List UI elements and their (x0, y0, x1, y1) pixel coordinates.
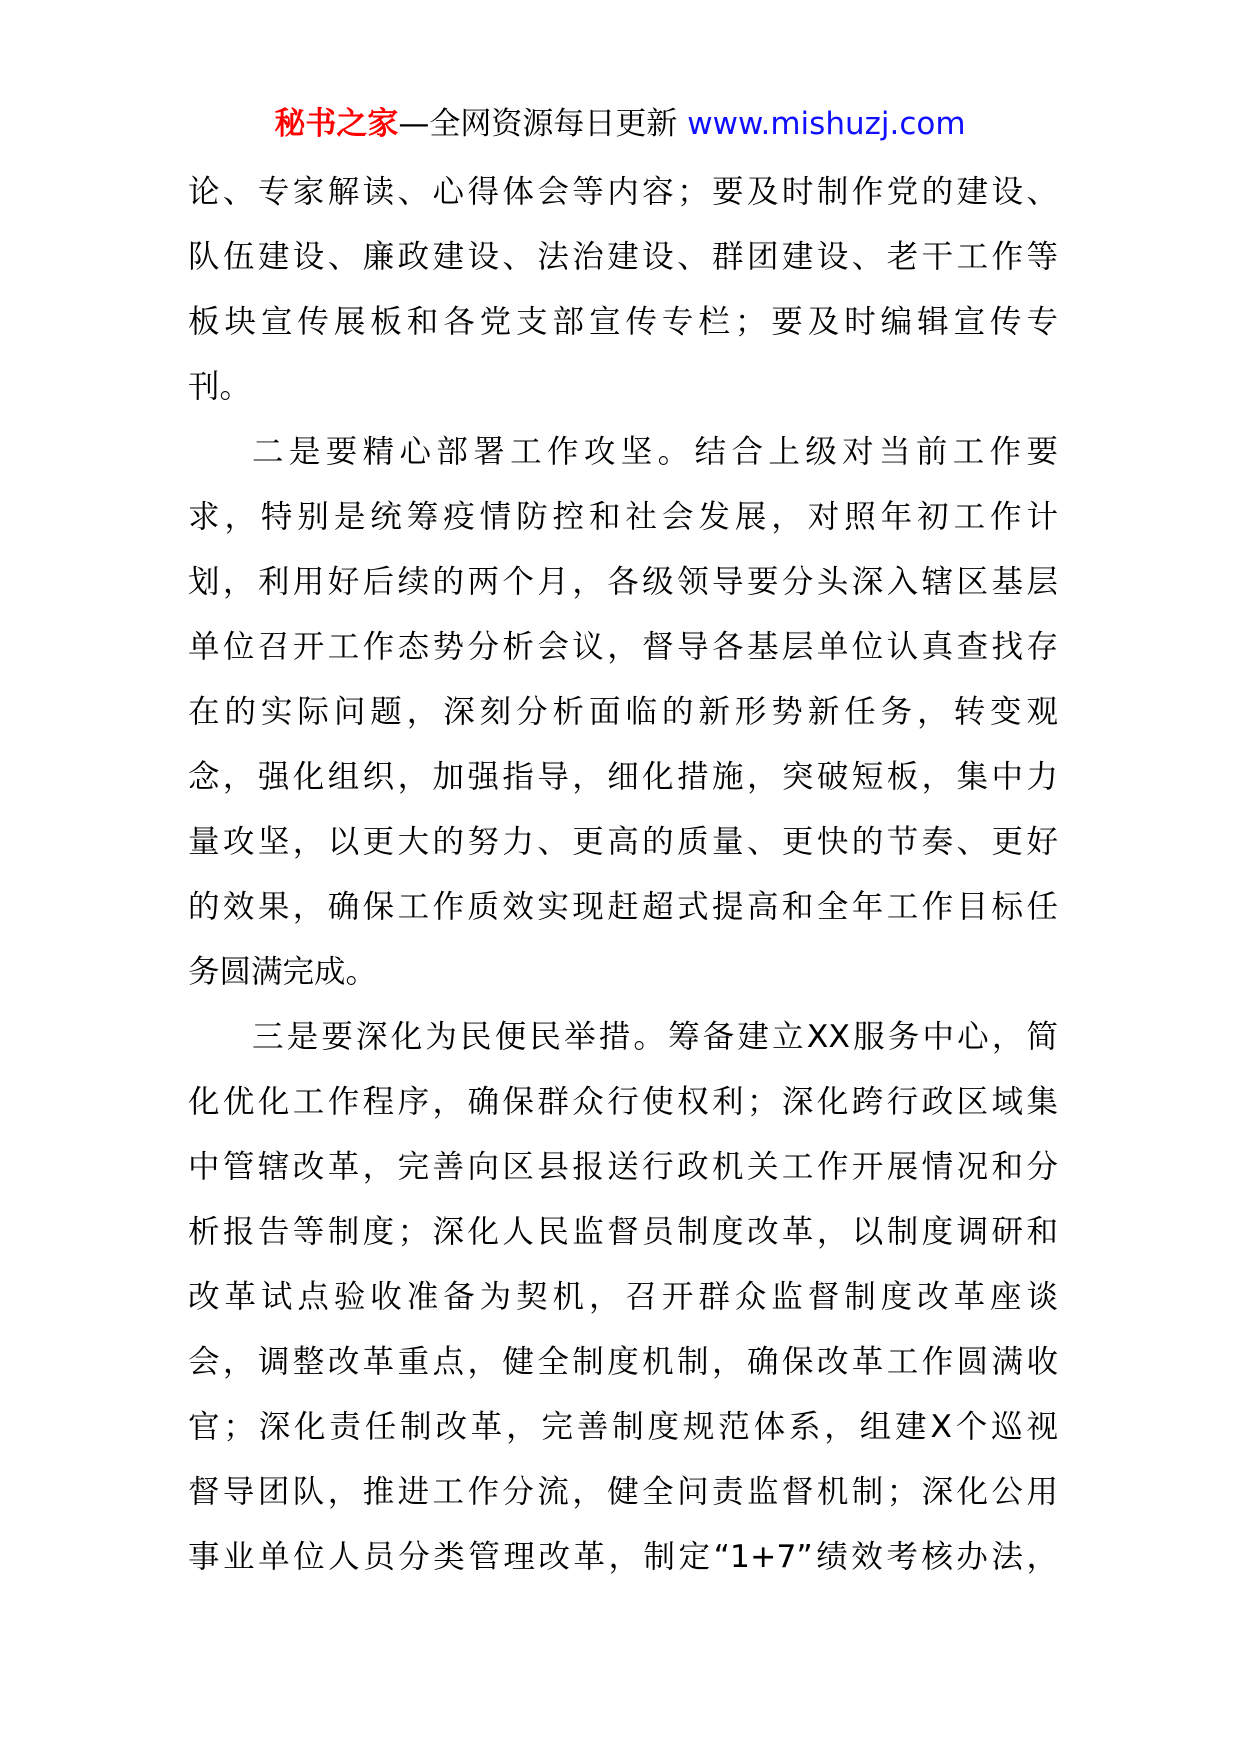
body-line: 事业单位人员分类管理改革，制定“1+7”绩效考核办法， (188, 1539, 1058, 1575)
header-brand: 秘书之家 (274, 106, 399, 142)
body-line: 二是要精心部署工作攻坚。结合上级对当前工作要 (252, 434, 1058, 470)
body-line: 化优化工作程序，确保群众行使权利；深化跨行政区域集 (188, 1084, 1058, 1120)
page-header (0, 102, 1240, 146)
body-line: 务圆满完成。 (188, 954, 378, 990)
body-line: 中管辖改革，完善向区县报送行政机关工作开展情况和分 (188, 1149, 1058, 1185)
body-line: 改革试点验收准备为契机，召开群众监督制度改革座谈 (188, 1279, 1058, 1315)
body-line: 官；深化责任制改革，完善制度规范体系，组建X个巡视 (188, 1409, 1058, 1445)
body-line: 念，强化组织，加强指导，细化措施，突破短板，集中力 (188, 759, 1058, 795)
body-line: 量攻坚，以更大的努力、更高的质量、更快的节奏、更好 (188, 824, 1058, 860)
body-line: 的效果，确保工作质效实现赶超式提高和全年工作目标任 (188, 889, 1058, 925)
body-line: 会，调整改革重点，健全制度机制，确保改革工作圆满收 (188, 1344, 1058, 1380)
body-line: 单位召开工作态势分析会议，督导各基层单位认真查找存 (188, 629, 1058, 665)
body-line: 板块宣传展板和各党支部宣传专栏；要及时编辑宣传专 (188, 304, 1058, 340)
header-tagline: —全网资源每日更新 (398, 106, 678, 142)
body-line: 论、专家解读、心得体会等内容；要及时制作党的建设、 (188, 174, 1058, 210)
body-line: 划，利用好后续的两个月，各级领导要分头深入辖区基层 (188, 564, 1058, 600)
body-line: 刊。 (188, 369, 252, 405)
header-url-link[interactable]: www.mishuzj.com (687, 106, 966, 142)
body-line: 队伍建设、廉政建设、法治建设、群团建设、老干工作等 (188, 239, 1058, 275)
body-line: 督导团队，推进工作分流，健全问责监督机制；深化公用 (188, 1474, 1058, 1510)
body-line: 在的实际问题，深刻分析面临的新形势新任务，转变观 (188, 694, 1058, 730)
body-line: 析报告等制度；深化人民监督员制度改革，以制度调研和 (188, 1214, 1058, 1250)
body-line: 三是要深化为民便民举措。筹备建立XX服务中心，简 (252, 1019, 1058, 1055)
body-line: 求，特别是统筹疫情防控和社会发展，对照年初工作计 (188, 499, 1058, 535)
document-body (188, 160, 1058, 1590)
